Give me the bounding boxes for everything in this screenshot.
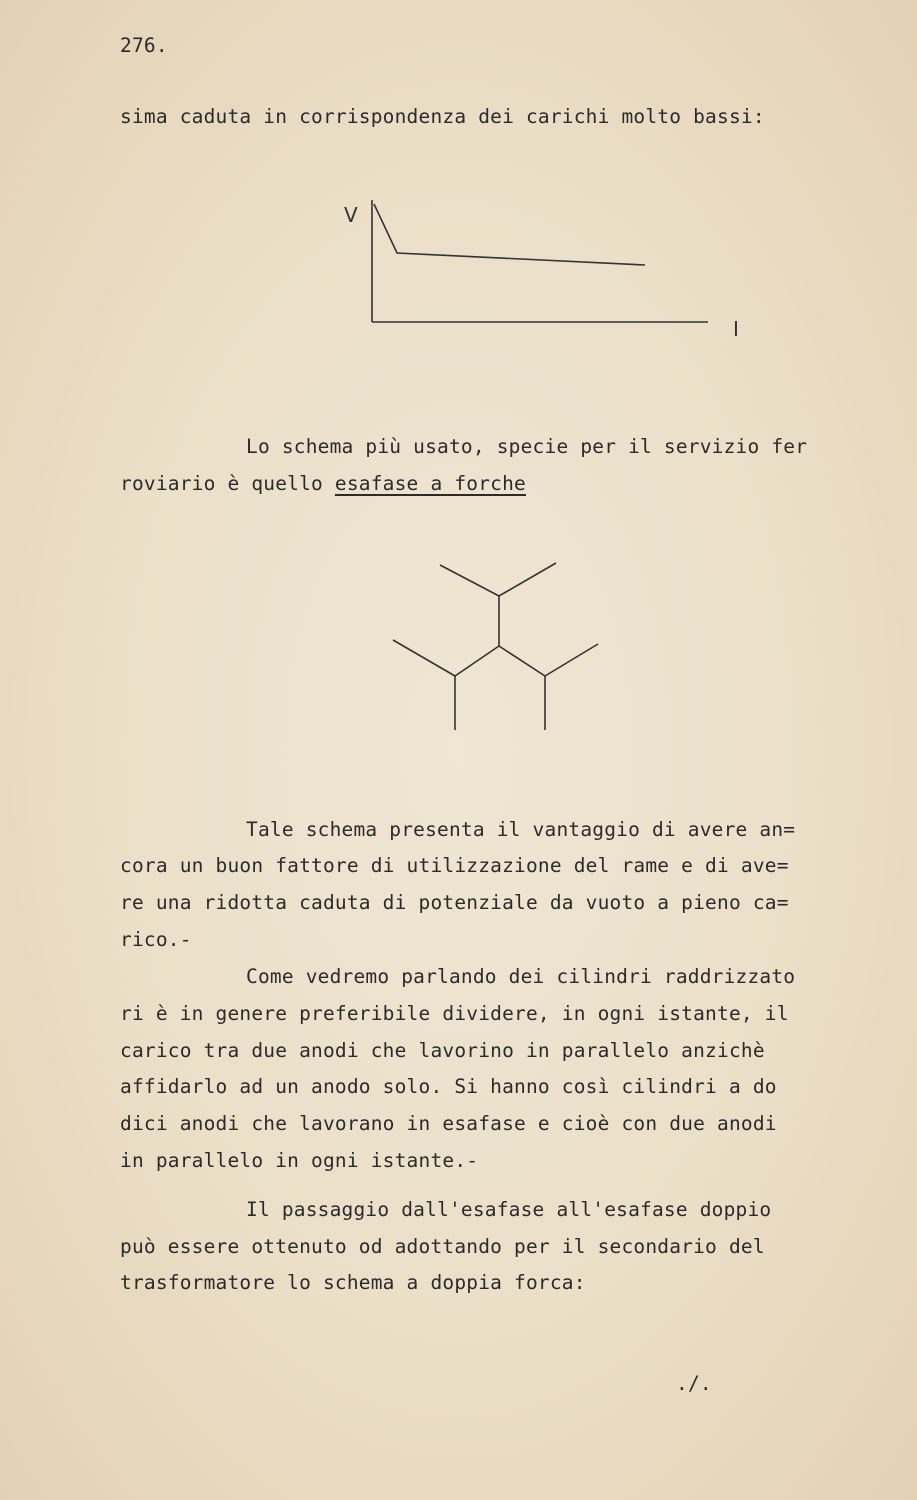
text-line: cora un buon fattore di utilizzazione del rame e di ave= xyxy=(120,854,789,877)
text-line: Il passaggio dall'esafase all'esafase doppio xyxy=(246,1198,772,1221)
text-line: re una ridotta caduta di potenziale da vuoto a pieno ca= xyxy=(120,891,789,914)
graph-x-label: I xyxy=(733,317,739,341)
text-line: Lo schema più usato, specie per il servizio fer xyxy=(246,435,808,458)
page-number: 276. xyxy=(120,34,168,57)
text-line: carico tra due anodi che lavorino in parallelo anzichè xyxy=(120,1039,765,1062)
continuation-mark: ./. xyxy=(676,1372,712,1395)
underlined-term: esafase a forche xyxy=(334,472,526,495)
text-line: trasformatore lo schema a doppia forca: xyxy=(120,1271,586,1294)
text-line: in parallelo in ogni istante.- xyxy=(120,1149,479,1172)
text-line: affidarlo ad un anodo solo. Si hanno così cilindri a do xyxy=(120,1075,777,1098)
text-line: Come vedremo parlando dei cilindri raddrizzato xyxy=(246,965,796,988)
text-line: rico.- xyxy=(120,928,192,951)
text-line: può essere ottenuto od adottando per il secondario del xyxy=(120,1235,765,1258)
graph-y-label: V xyxy=(344,203,358,227)
text-line: ri è in genere preferibile dividere, in ogni istante, il xyxy=(120,1002,789,1025)
text-line: sima caduta in corrispondenza dei carichi molto bassi: xyxy=(120,105,765,128)
text-line: dici anodi che lavorano in esafase e cioè con due anodi xyxy=(120,1112,777,1135)
text-line: Tale schema presenta il vantaggio di avere an= xyxy=(246,818,796,841)
text-segment: roviario è quello xyxy=(120,472,335,495)
